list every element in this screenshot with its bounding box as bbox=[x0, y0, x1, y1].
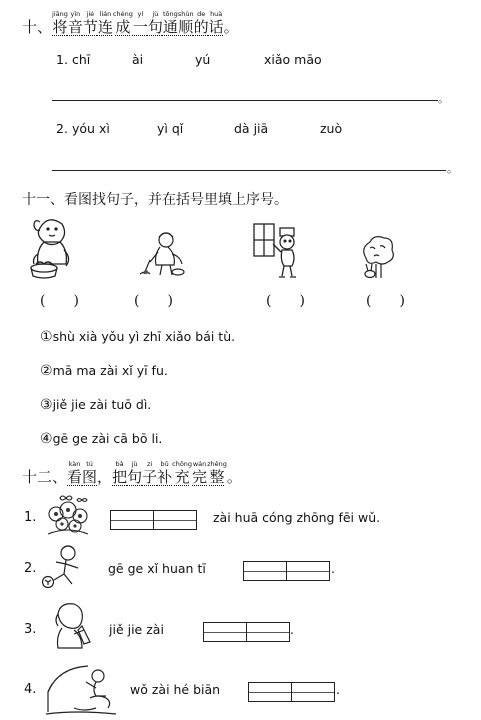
pinyin-annotation: zhěng bbox=[207, 460, 227, 468]
pinyin-annotation: yí bbox=[137, 10, 144, 18]
hanzi-char: 话 bbox=[208, 18, 224, 36]
hanzi-char: 图 bbox=[82, 468, 98, 486]
hanzi-char: 补 bbox=[157, 468, 173, 486]
row-2-before-text: gē ge xǐ huan tī bbox=[108, 561, 206, 576]
hanzi-char: 。 bbox=[223, 18, 239, 36]
section10-title bbox=[52, 10, 239, 36]
row-2-number: 2. bbox=[24, 561, 37, 576]
option-2 bbox=[40, 360, 168, 379]
title-char bbox=[113, 10, 133, 36]
pinyin-annotation: shùn bbox=[177, 10, 194, 18]
hanzi-char: 一 bbox=[132, 18, 148, 36]
option-2-text: mā ma zài xǐ yī fu. bbox=[52, 363, 168, 378]
pinyin-annotation: tōng bbox=[163, 10, 178, 18]
title-char bbox=[227, 460, 242, 486]
title-char bbox=[224, 10, 239, 36]
option-2-mark: ② bbox=[40, 363, 53, 379]
pinyin-annotation bbox=[233, 460, 235, 468]
pinyin-annotation: wán bbox=[192, 460, 207, 468]
row-4-number: 4. bbox=[24, 682, 37, 697]
q2-answer-line[interactable] bbox=[52, 170, 446, 171]
pinyin-annotation: jù bbox=[131, 460, 138, 468]
option-1-text: shù xià yǒu yì zhī xiǎo bái tù. bbox=[52, 329, 236, 344]
title-char bbox=[142, 460, 157, 486]
title-char bbox=[133, 10, 148, 36]
hanzi-char: 完 bbox=[192, 468, 208, 486]
hanzi-char: 子 bbox=[142, 468, 158, 486]
title-char bbox=[194, 10, 209, 36]
option-1-mark: ① bbox=[40, 329, 53, 345]
hanzi-char: 通 bbox=[162, 18, 178, 36]
pinyin-annotation: jié bbox=[86, 10, 95, 18]
pinyin-annotation: huà bbox=[210, 10, 223, 18]
q2-number: 2. bbox=[56, 121, 68, 136]
section11-title: 十一、看图找句子，并在括号里填上序号。 bbox=[22, 192, 288, 208]
section10-heading bbox=[22, 10, 239, 36]
hanzi-char: 成 bbox=[115, 18, 131, 36]
q2-syllable-4: zuò bbox=[320, 121, 343, 136]
row-1-number: 1. bbox=[24, 510, 37, 525]
pinyin-annotation: bǎ bbox=[115, 460, 124, 468]
q2-syllable-1: yóu xì bbox=[72, 121, 110, 136]
paren-1[interactable]: ( ) bbox=[40, 293, 79, 309]
q1-answer-line[interactable] bbox=[52, 100, 438, 101]
hanzi-char: 的 bbox=[193, 18, 209, 36]
title-char bbox=[67, 460, 82, 486]
row-4-before-text: wǒ zài hé biān bbox=[130, 682, 221, 697]
section12-title bbox=[67, 460, 242, 486]
sister-writing-picture bbox=[44, 602, 94, 650]
pinyin-annotation: jù bbox=[152, 10, 159, 18]
row-3-answer-boxes[interactable] bbox=[203, 622, 290, 642]
title-char bbox=[178, 10, 194, 36]
rabbit-tree-picture bbox=[360, 236, 396, 280]
row-3-before-text: jiě jie zài bbox=[109, 622, 164, 637]
title-char bbox=[157, 460, 172, 486]
paren-2[interactable]: ( ) bbox=[134, 293, 173, 309]
title-char bbox=[68, 10, 83, 36]
hanzi-char: 看 bbox=[67, 468, 83, 486]
title-char bbox=[98, 10, 113, 36]
pinyin-annotation: bǔ bbox=[160, 460, 169, 468]
hanzi-char: 句 bbox=[147, 18, 163, 36]
option-3-text: jiě jie zài tuō dì. bbox=[52, 397, 152, 412]
option-1 bbox=[40, 326, 235, 345]
hanzi-char: 节 bbox=[82, 18, 98, 36]
title-char bbox=[192, 460, 207, 486]
pinyin-annotation bbox=[230, 10, 232, 18]
hanzi-char: 整 bbox=[209, 468, 225, 486]
hanzi-char: 将 bbox=[52, 18, 68, 36]
pinyin-annotation: jiāng bbox=[52, 10, 68, 18]
option-3-mark: ③ bbox=[40, 397, 53, 413]
title-char bbox=[207, 460, 227, 486]
option-3 bbox=[40, 394, 151, 413]
title-char bbox=[163, 10, 178, 36]
title-char bbox=[148, 10, 163, 36]
q1-syllable-1: chī bbox=[72, 52, 91, 67]
section12-number: 十二、 bbox=[22, 468, 68, 486]
q1-syllable-3: yú bbox=[195, 52, 211, 67]
pinyin-annotation bbox=[104, 460, 106, 468]
q2-syllable-2: yì qǐ bbox=[157, 121, 184, 136]
pinyin-annotation: kàn bbox=[68, 460, 81, 468]
pinyin-annotation: yīn bbox=[70, 10, 81, 18]
row-3-after-text: . bbox=[290, 622, 294, 637]
mother-washing-picture bbox=[28, 214, 78, 280]
section10-number: 十、 bbox=[22, 18, 53, 36]
hanzi-char: 句 bbox=[127, 468, 143, 486]
row-4-after-text: . bbox=[336, 682, 340, 697]
boy-kicking-ball-picture bbox=[38, 544, 90, 590]
row-1-after-text: zài huā cóng zhōng fēi wǔ. bbox=[213, 510, 381, 525]
hanzi-char: 。 bbox=[226, 468, 242, 486]
q1-syllable-2: ài bbox=[132, 52, 144, 67]
hanzi-char: 充 bbox=[174, 468, 190, 486]
q2-syllable-3: dà jiā bbox=[234, 121, 269, 136]
row-2-after-text: . bbox=[331, 561, 335, 576]
row-1-answer-boxes[interactable] bbox=[110, 510, 197, 530]
pinyin-annotation: lián bbox=[99, 10, 112, 18]
pinyin-annotation: chéng bbox=[112, 10, 133, 18]
option-4 bbox=[40, 428, 162, 447]
row-2-answer-boxes[interactable] bbox=[243, 561, 330, 581]
title-char bbox=[97, 460, 112, 486]
title-char bbox=[83, 10, 98, 36]
title-char bbox=[52, 10, 68, 36]
section12-heading bbox=[22, 460, 242, 486]
pinyin-annotation: chōng bbox=[172, 460, 193, 468]
q2-period: 。 bbox=[447, 162, 458, 175]
q1-number: 1. bbox=[56, 52, 68, 67]
hanzi-char: ， bbox=[97, 468, 113, 486]
title-char bbox=[127, 460, 142, 486]
option-4-mark: ④ bbox=[40, 431, 53, 447]
q1-period: 。 bbox=[438, 92, 449, 105]
hanzi-char: 音 bbox=[67, 18, 83, 36]
q1-syllable-4: xiǎo māo bbox=[264, 52, 322, 67]
pinyin-annotation: zi bbox=[146, 460, 153, 468]
hanzi-char: 把 bbox=[112, 468, 128, 486]
row-4-answer-boxes[interactable] bbox=[248, 682, 335, 702]
paren-3[interactable]: ( ) bbox=[266, 293, 305, 309]
title-char bbox=[209, 10, 224, 36]
butterflies-flowers-picture bbox=[44, 494, 92, 538]
paren-4[interactable]: ( ) bbox=[366, 293, 405, 309]
pinyin-annotation: de bbox=[197, 10, 206, 18]
title-char bbox=[112, 460, 127, 486]
pinyin-annotation: tú bbox=[86, 460, 93, 468]
title-char bbox=[172, 460, 192, 486]
title-char bbox=[82, 460, 97, 486]
brother-window-picture bbox=[250, 222, 300, 280]
sister-mopping-picture bbox=[140, 230, 186, 280]
boy-fishing-picture bbox=[44, 664, 118, 716]
option-4-text: gē ge zài cā bō li. bbox=[52, 431, 163, 446]
row-3-number: 3. bbox=[24, 622, 37, 637]
hanzi-char: 连 bbox=[97, 18, 113, 36]
hanzi-char: 顺 bbox=[178, 18, 194, 36]
